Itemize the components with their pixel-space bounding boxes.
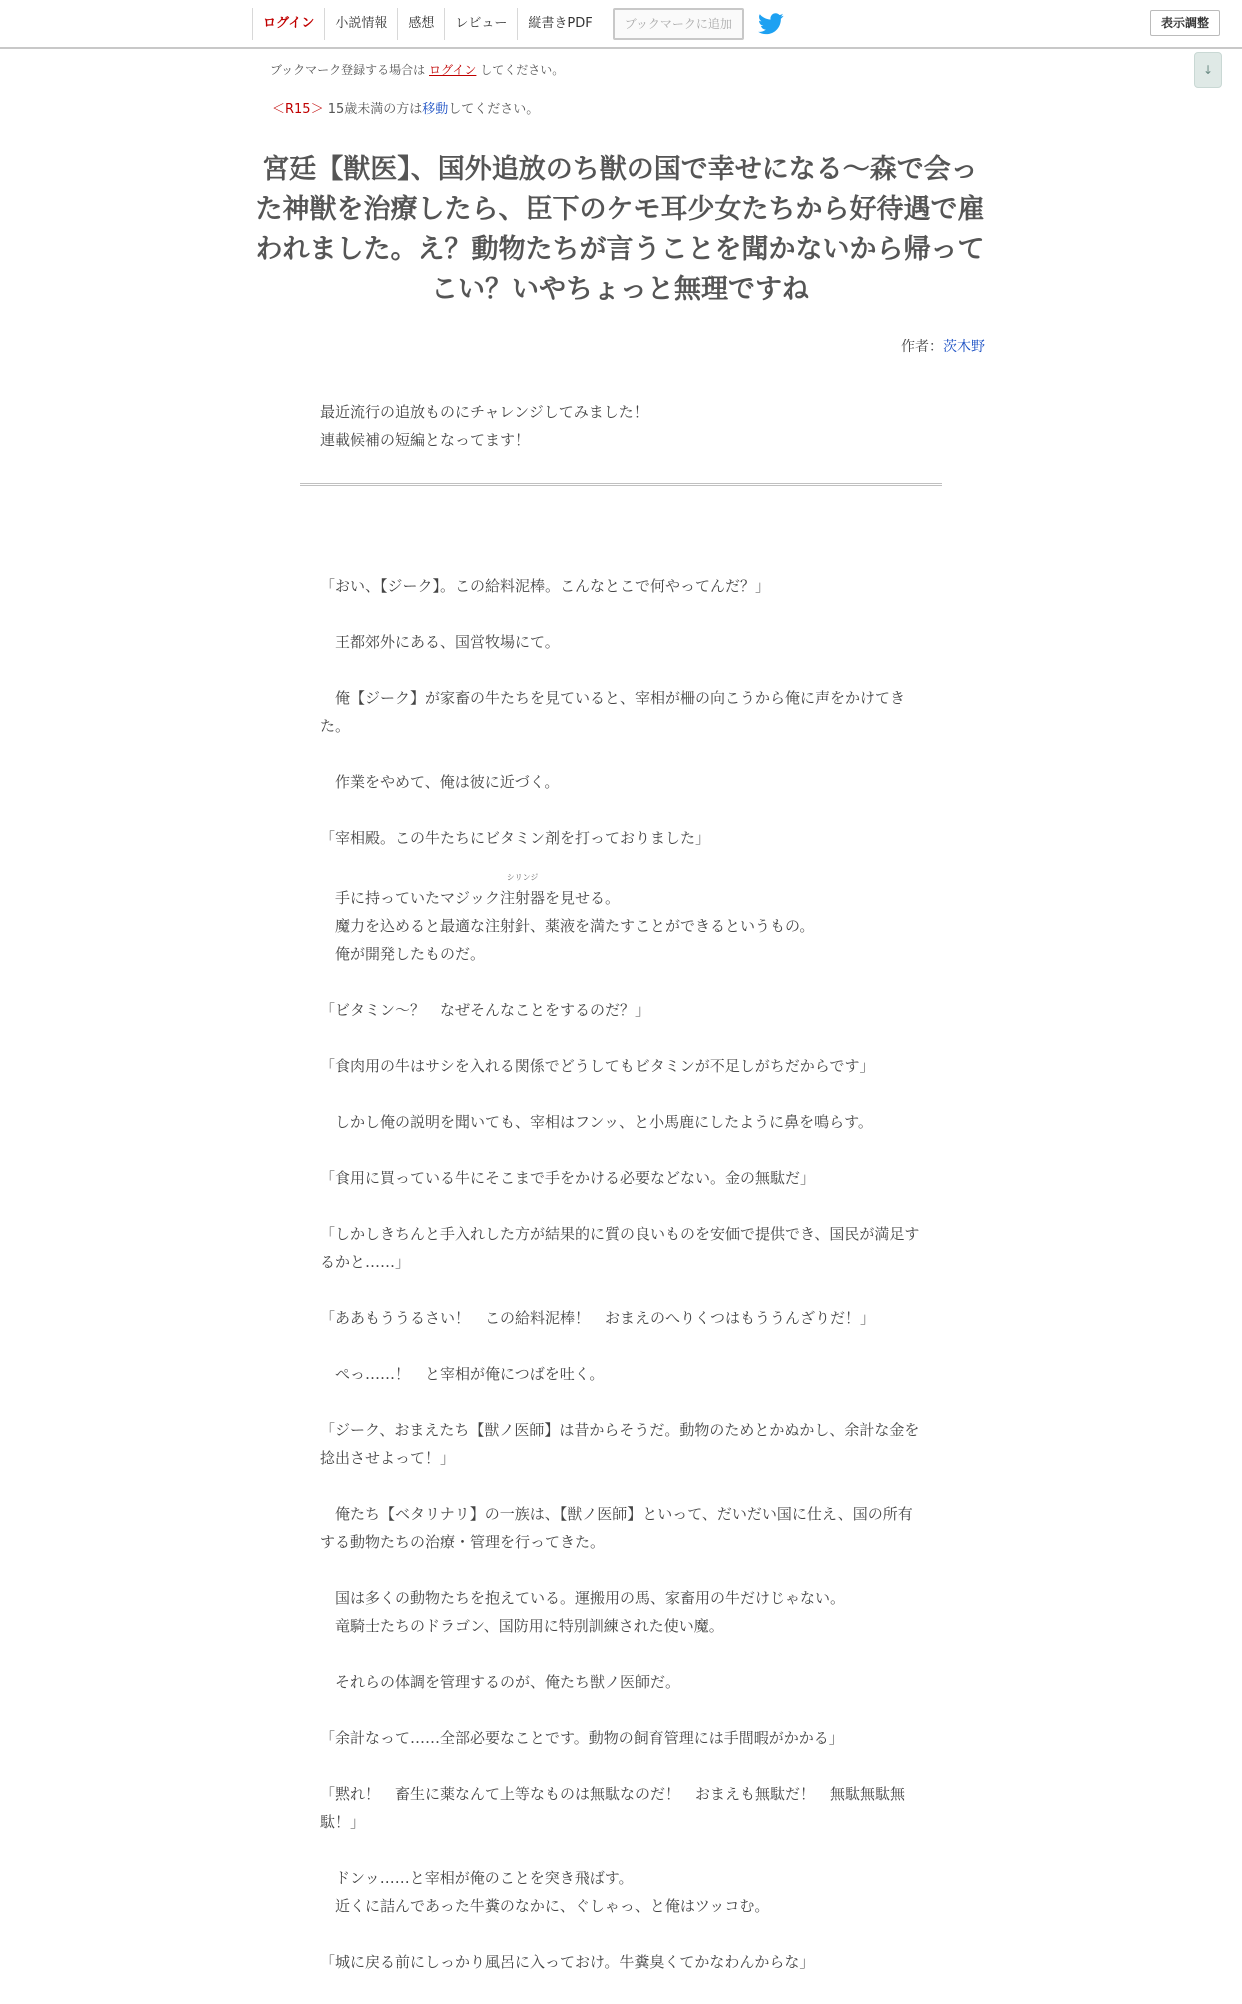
body-paragraph: 「ジーク、おまえたち【獣ノ医師】は昔からそうだ。動物のためとかぬかし、余計な金を捻出させよって！」	[320, 1421, 920, 1467]
body-paragraph: 「食用に買っている牛にそこまで手をかける必要などない。金の無駄だ」	[320, 1169, 816, 1187]
age-move-link[interactable]: 移動	[422, 102, 449, 117]
ruby-term	[500, 873, 546, 907]
body-text: 手に持っていたマジック	[320, 889, 501, 907]
novel-preface	[320, 398, 920, 454]
body-paragraph: しかし俺の説明を聞いても、宰相はフンッ、と小馬鹿にしたように鼻を鳴らす。	[320, 1113, 873, 1131]
body-text: 国は多くの動物たちを抱えている。運搬用の馬、家畜用の牛だけじゃない。	[320, 1589, 846, 1607]
body-text: 魔力を込めると最適な注射針、薬液を満たすことができるというもの。	[320, 917, 815, 935]
body-paragraph: 「食肉用の牛はサシを入れる関係でどうしてもビタミンが不足しがちだからです」	[320, 1057, 875, 1075]
body-paragraph: ぺっ……！ と宰相が俺につばを吐く。	[320, 1365, 605, 1383]
ruby-base: 注射器	[500, 889, 546, 907]
bookmark-notice-suffix: してください。	[480, 63, 565, 77]
body-text: 俺が開発したものだ。	[320, 945, 486, 963]
login-link[interactable]: ログイン	[252, 8, 324, 40]
vertical-pdf-link[interactable]: 縦書きPDF	[517, 8, 602, 40]
novel-body	[320, 572, 920, 2004]
body-paragraph: 「おい、【ジーク】。この給料泥棒。こんなとこで何やってんだ？」	[320, 577, 771, 595]
body-paragraph: 「ああもううるさい！ この給料泥棒！ おまえのへりくつはもううんざりだ！」	[320, 1309, 876, 1327]
age-notice-prefix: 15歳未満の方は	[327, 102, 423, 117]
impressions-link[interactable]: 感想	[397, 8, 444, 40]
body-paragraph: 俺たち【ベタリナリ】の一族は、【獣ノ医師】といって、だいだい国に仕え、国の所有する動物たちの治療・管理を行ってきた。	[320, 1505, 913, 1551]
body-paragraph: 王都郊外にある、国営牧場にて。	[320, 633, 560, 651]
author-line	[901, 336, 985, 356]
bookmark-login-link[interactable]: ログイン	[429, 63, 477, 77]
bookmark-notice-prefix: ブックマーク登録する場合は	[270, 63, 426, 77]
age-notice	[272, 98, 539, 117]
novel-info-link[interactable]: 小説情報	[324, 8, 397, 40]
body-text: ドンッ……と宰相が俺のことを突き飛ばす。	[320, 1869, 634, 1887]
body-text: 近くに詰んであった牛糞のなかに、ぐしゃっ、と俺はツッコむ。	[320, 1897, 770, 1915]
add-bookmark-button[interactable]: ブックマークに追加	[613, 8, 744, 40]
review-link[interactable]: レビュー	[444, 8, 517, 40]
preface-line: 連載候補の短編となってます！	[320, 431, 531, 449]
body-paragraph: 「余計なって……全部必要なことです。動物の飼育管理には手間暇がかかる」	[320, 1729, 844, 1747]
body-paragraph: 俺【ジーク】が家畜の牛たちを見ていると、宰相が柵の向こうから俺に声をかけてきた。	[320, 689, 906, 735]
ruby-reading: シリンジ	[506, 873, 539, 882]
author-link[interactable]: 茨木野	[943, 339, 985, 355]
body-paragraph	[320, 1864, 920, 1920]
body-paragraph: 作業をやめて、俺は彼に近づく。	[320, 773, 560, 791]
body-paragraph: 「ビタミン～？ なぜそんなことをするのだ？」	[320, 1001, 651, 1019]
twitter-icon[interactable]	[758, 12, 786, 36]
novel-title: 宮廷【獣医】、国外追放のち獣の国で幸せになる～森で会った神獣を治療したら、臣下のケモ耳少女たちから好待遇で雇われました。え？動物たちが言うことを聞かないから帰ってこい？いやちょっと無理ですね	[255, 154, 985, 305]
display-settings-button[interactable]: 表示調整	[1150, 10, 1220, 36]
body-paragraph: 「黙れ！ 畜生に薬なんて上等なものは無駄なのだ！ おまえも無駄だ！ 無駄無駄無駄！」	[320, 1785, 906, 1831]
body-paragraph	[320, 1584, 920, 1640]
body-paragraph: 「しかしきちんと手入れした方が結果的に質の良いものを安価で提供でき、国民が満足するかと……」	[320, 1225, 920, 1271]
nav-menu	[252, 8, 786, 40]
body-paragraph: 「城に戻る前にしっかり風呂に入っておけ。牛糞臭くてかなわんからな」	[320, 1953, 815, 1971]
body-paragraph: 「宰相殿。この牛たちにビタミン剤を打っておりました」	[320, 829, 711, 847]
author-label: 作者：	[901, 339, 943, 355]
body-paragraph: それらの体調を管理するのが、俺たち獣ノ医師だ。	[320, 1673, 681, 1691]
body-text: 竜騎士たちのドラゴン、国防用に特別訓練された使い魔。	[320, 1617, 724, 1635]
top-navigation-bar	[0, 0, 1242, 49]
body-paragraph-ruby	[320, 873, 920, 968]
age-notice-suffix: してください。	[448, 102, 540, 117]
r15-tag: ＜R15＞	[272, 102, 324, 117]
preface-line: 最近流行の追放ものにチャレンジしてみました！	[320, 403, 649, 421]
scroll-down-button[interactable]: ↓	[1194, 52, 1222, 88]
preface-divider	[300, 483, 942, 486]
bookmark-notice	[270, 61, 564, 78]
body-text: を見せる。	[545, 889, 621, 907]
